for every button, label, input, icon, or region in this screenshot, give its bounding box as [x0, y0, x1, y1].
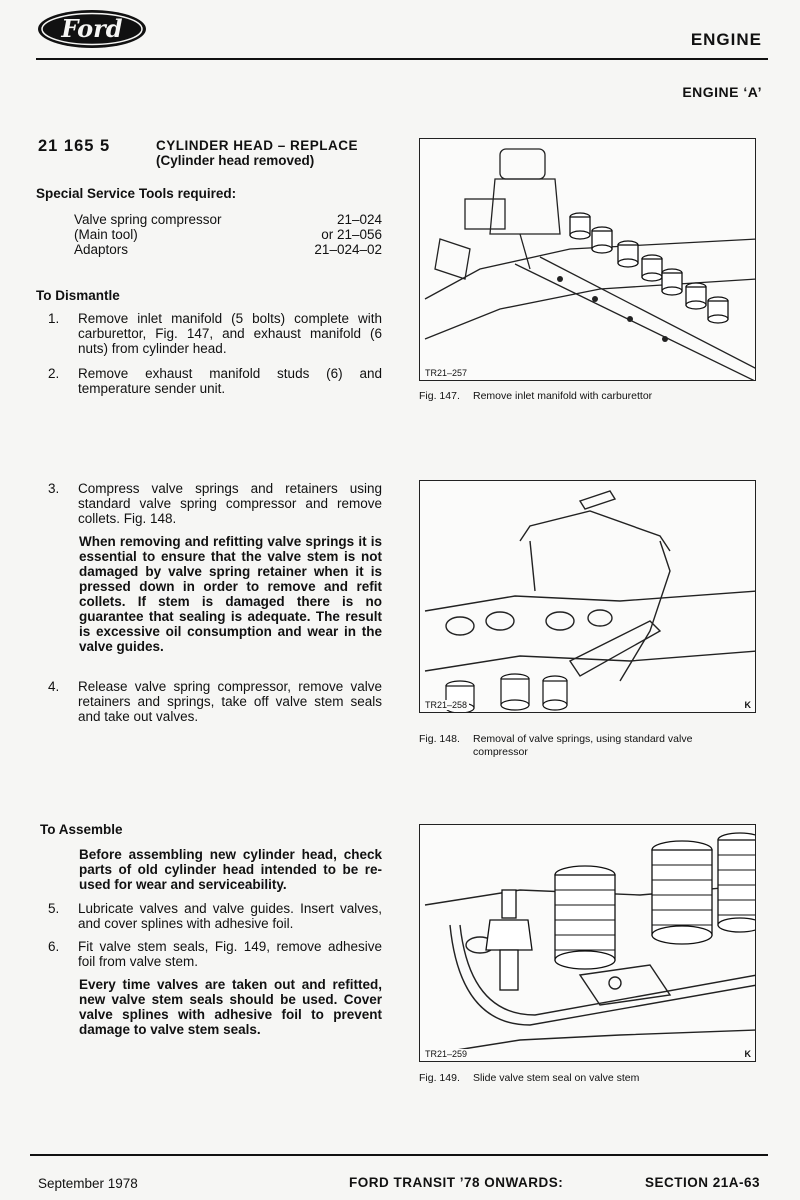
caption-continuation: compressor: [473, 746, 528, 758]
figure-caption: [419, 390, 749, 403]
step-item: [36, 901, 382, 931]
tool-row: [74, 242, 382, 257]
assemble-heading: To Assemble: [40, 822, 123, 837]
dismantle-heading: To Dismantle: [36, 288, 120, 303]
figure-149-illustration: [419, 824, 756, 1062]
tool-row: [74, 227, 382, 242]
figure-reference: TR21–258: [425, 700, 468, 710]
tool-row: [74, 212, 382, 227]
step-text: Fit valve stem seals, Fig. 149, remove adhesive foil from valve stem.: [78, 939, 382, 969]
figure-number: Fig. 149.: [419, 1072, 460, 1084]
footer-section: SECTION 21A-63: [644, 1175, 760, 1190]
step-number: 6.: [48, 939, 60, 954]
tool-name: Adaptors: [74, 242, 129, 257]
figure-caption: [419, 733, 749, 759]
figure-number: Fig. 147.: [419, 390, 460, 402]
logo-lettering: Ford: [61, 14, 123, 43]
figure-reference: TR21–257: [425, 368, 468, 378]
figure-number: Fig. 148.: [419, 733, 460, 745]
tool-number: or 21–056: [321, 227, 382, 242]
footer-divider: [30, 1154, 768, 1156]
procedure-subtitle: (Cylinder head removed): [156, 153, 315, 168]
procedure-number: 21 165 5: [38, 137, 111, 155]
figure-mark: K: [744, 1049, 751, 1059]
step-number: 1.: [48, 311, 60, 326]
procedure-title: CYLINDER HEAD – REPLACE: [156, 138, 359, 153]
caption-text: Remove inlet manifold with carburettor: [473, 390, 653, 402]
tools-list: [74, 212, 382, 257]
figure-reference: TR21–259: [425, 1049, 468, 1059]
step-item: [36, 939, 382, 969]
step-item: [36, 366, 382, 396]
figure-148-illustration: [419, 480, 756, 713]
step-text: Compress valve springs and retainers using standard valve spring compressor and remove collets. Fig. 148.: [78, 481, 382, 526]
step-text: Lubricate valves and valve guides. Insert valves, and cover splines with adhesive foil.: [78, 901, 382, 931]
step-item: [36, 679, 382, 724]
section-title: ENGINE: [690, 30, 762, 49]
step-item: [36, 481, 382, 526]
figure-caption: [419, 1072, 749, 1085]
tool-name: Valve spring compressor: [74, 212, 222, 227]
ford-logo: [36, 8, 148, 50]
header-divider: [36, 58, 768, 60]
tools-heading: Special Service Tools required:: [36, 186, 237, 201]
step-text: Remove inlet manifold (5 bolts) complete with carburettor, Fig. 147, and exhaust manifold (6 nuts) from cylinder head.: [78, 311, 382, 356]
warning-note: When removing and refitting valve springs it is essential to ensure that the valve stem is not damaged by valve spring retainer when it is pressed down in order to remove and refit collets. If stem is damaged there is no guarantee that sealing is adequate. The result is excessive oil consumption and wear in the valve guides.: [79, 534, 382, 654]
caption-text: Removal of valve springs, using standard valve: [473, 733, 693, 745]
step-number: 2.: [48, 366, 60, 381]
step-number: 4.: [48, 679, 60, 694]
step-item: [36, 311, 382, 356]
tool-name: (Main tool): [74, 227, 138, 242]
assemble-note: Before assembling new cylinder head, check parts of old cylinder head intended to be re-used for wear and serviceability.: [79, 847, 382, 892]
step-text: Remove exhaust manifold studs (6) and temperature sender unit.: [78, 366, 382, 396]
subsection-title: ENGINE ‘A’: [682, 84, 762, 100]
tool-number: 21–024–02: [314, 242, 382, 257]
tool-number: 21–024: [336, 212, 382, 227]
step-number: 5.: [48, 901, 60, 916]
step-text: Release valve spring compressor, remove valve retainers and springs, take off valve stem seals and take out valves.: [78, 679, 382, 724]
footer-date: September 1978: [38, 1176, 138, 1191]
step-number: 3.: [48, 481, 60, 496]
footer-publication: FORD TRANSIT ’78 ONWARDS:: [349, 1175, 564, 1190]
warning-note: Every time valves are taken out and refitted, new valve stem seals should be used. Cover valve splines with adhesive foil to prevent damage to valve stem seals.: [79, 977, 382, 1037]
caption-text: Slide valve stem seal on valve stem: [473, 1072, 640, 1084]
figure-mark: K: [744, 700, 751, 710]
figure-147-illustration: [419, 138, 756, 381]
